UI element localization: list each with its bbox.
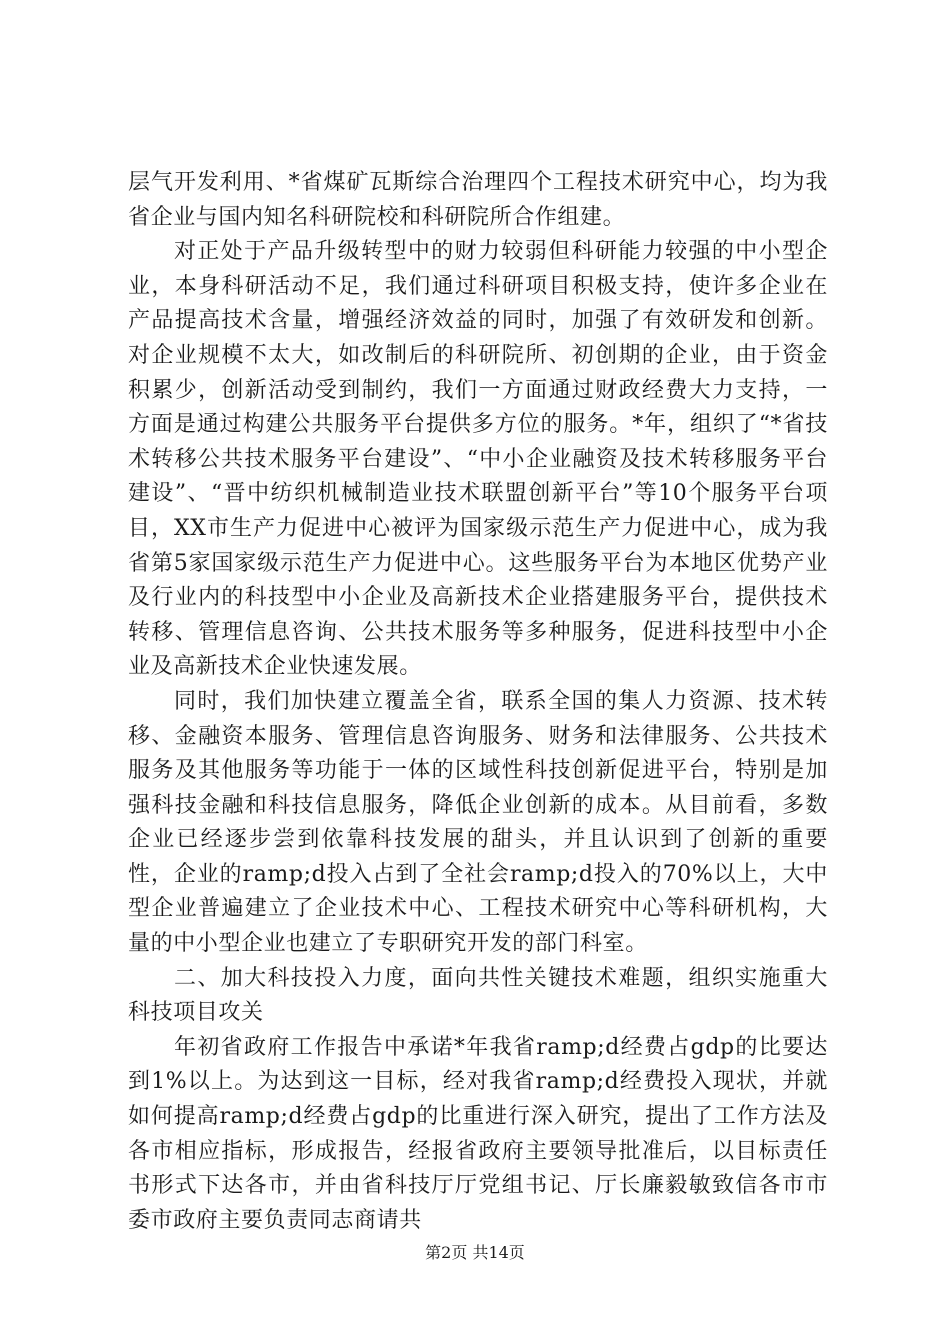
paragraph-4: 年初省政府工作报告中承诺*年我省ramp;d经费占gdp的比要达到1%以上。为达到这一目标，经对我省ramp;d经费投入现状，并就如何提高ramp;d经费占gdp的比重进行深入研究，提出了工作方法及各市相应指标，形成报告，经报省政府主要领导批准后，以目标责任书形式下达各市，并由省科技厅厅党组书记、厅长廉毅敏致信各市市委市政府主要负责同志商请共 [128,1034,828,1233]
page-number-footer: 第2页 共14页 [425,1243,525,1262]
section-heading: 二、加大科技投入力度，面向共性关键技术难题，组织实施重大科技项目攻关 [128,965,828,1026]
paragraph-2: 对正处于产品升级转型中的财力较弱但科研能力较强的中小型企业，本身科研活动不足，我们通过科研项目积极支持，使许多企业在产品提高技术含量，增强经济效益的同时，加强了有效研发和创新。对企业规模不太大，如改制后的科研院所、初创期的企业，由于资金积累少，创新活动受到制约，我们一方面通过财政经费大力支持，一方面是通过构建公共服务平台提供多方位的服务。*年，组织了“*省技术转移公共技术服务平台建设”、“中小企业融资及技术转移服务平台建设”、“晋中纺织机械制造业技术联盟创新平台”等10个服务平台项目，XX市生产力促进中心被评为国家级示范生产力促进中心，成为我省第5家国家级示范生产力促进中心。这些服务平台为本地区优势产业及行业内的科技型中小企业及高新技术企业搭建服务平台，提供技术转移、管理信息咨询、公共技术服务等多种服务，促进科技型中小企业及高新技术企业快速发展。 [128,239,828,680]
paragraph-1: 层气开发利用、*省煤矿瓦斯综合治理四个工程技术研究中心，均为我省企业与国内知名科研院校和科研院所合作组建。 [128,170,828,230]
paragraph-3: 同时，我们加快建立覆盖全省，联系全国的集人力资源、技术转移、金融资本服务、管理信息咨询服务、财务和法律服务、公共技术服务及其他服务等功能于一体的区域性科技创新促进平台，特别是加强科技金融和科技信息服务，降低企业创新的成本。从目前看，多数企业已经逐步尝到依靠科技发展的甜头，并且认识到了创新的重要性，企业的ramp;d投入占到了全社会ramp;d投入的70%以上，大中型企业普遍建立了企业技术中心、工程技术研究中心等科研机构，大量的中小型企业也建立了专职研究开发的部门科室。 [128,688,828,957]
document-body [128,166,828,1238]
